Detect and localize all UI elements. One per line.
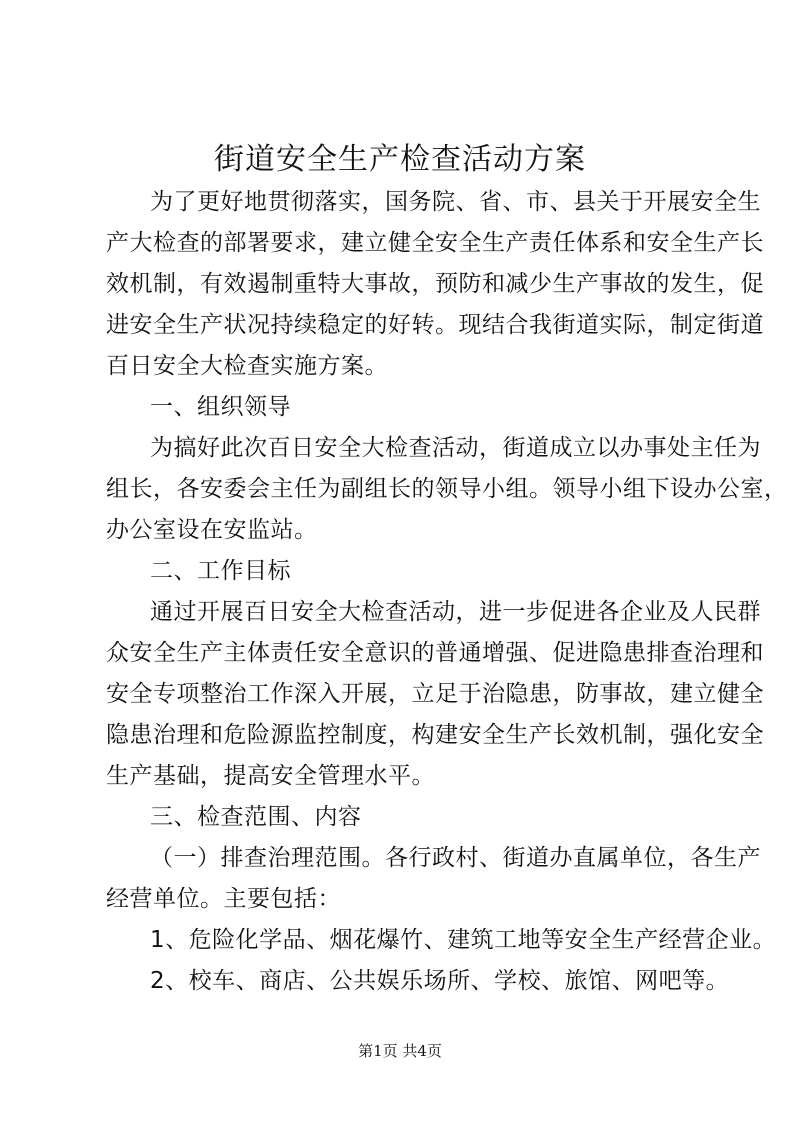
section-heading: 一、组织领导 (150, 394, 291, 420)
paragraph-line: 经营单位。主要包括： (106, 886, 341, 912)
list-item: 2、校车、商店、公共娱乐场所、学校、旅馆、网吧等。 (150, 968, 730, 994)
paragraph-line: 产大检查的部署要求，建立健全安全生产责任体系和安全生产长 (106, 230, 764, 256)
paragraph-line: 组长，各安委会主任为副组长的领导小组。领导小组下设办公室， (106, 476, 788, 502)
paragraph-line: 通过开展百日安全大检查活动，进一步促进各企业及人民群 (150, 599, 761, 625)
paragraph-line: 安全专项整治工作深入开展，立足于治隐患，防事故，建立健全 (106, 681, 764, 707)
paragraph-line: 进安全生产状况持续稳定的好转。现结合我街道实际，制定街道 (106, 312, 764, 338)
section-heading: 二、工作目标 (150, 558, 291, 584)
paragraph-line: 生产基础，提高安全管理水平。 (106, 763, 435, 789)
paragraph-line: 为搞好此次百日安全大检查活动，街道成立以办事处主任为 (150, 435, 761, 461)
paragraph-line: 百日安全大检查实施方案。 (106, 353, 388, 379)
paragraph-line: 为了更好地贯彻落实，国务院、省、市、县关于开展安全生 (150, 189, 761, 215)
page-number-footer: 第1页 共4页 (358, 1042, 442, 1060)
list-item: 1、危险化学品、烟花爆竹、建筑工地等安全生产经营企业。 (150, 927, 777, 953)
section-heading: 三、检查范围、内容 (150, 804, 362, 830)
paragraph-line: 办公室设在安监站。 (106, 517, 318, 543)
paragraph-line: 效机制，有效遏制重特大事故，预防和减少生产事故的发生，促 (106, 271, 764, 297)
paragraph-line: （一）排查治理范围。各行政村、街道办直属单位，各生产 (150, 845, 761, 871)
paragraph-line: 隐患治理和危险源监控制度，构建安全生产长效机制，强化安全 (106, 722, 764, 748)
paragraph-line: 众安全生产主体责任安全意识的普通增强、促进隐患排查治理和 (106, 640, 764, 666)
document-title: 街道安全生产检查活动方案 (214, 142, 586, 177)
